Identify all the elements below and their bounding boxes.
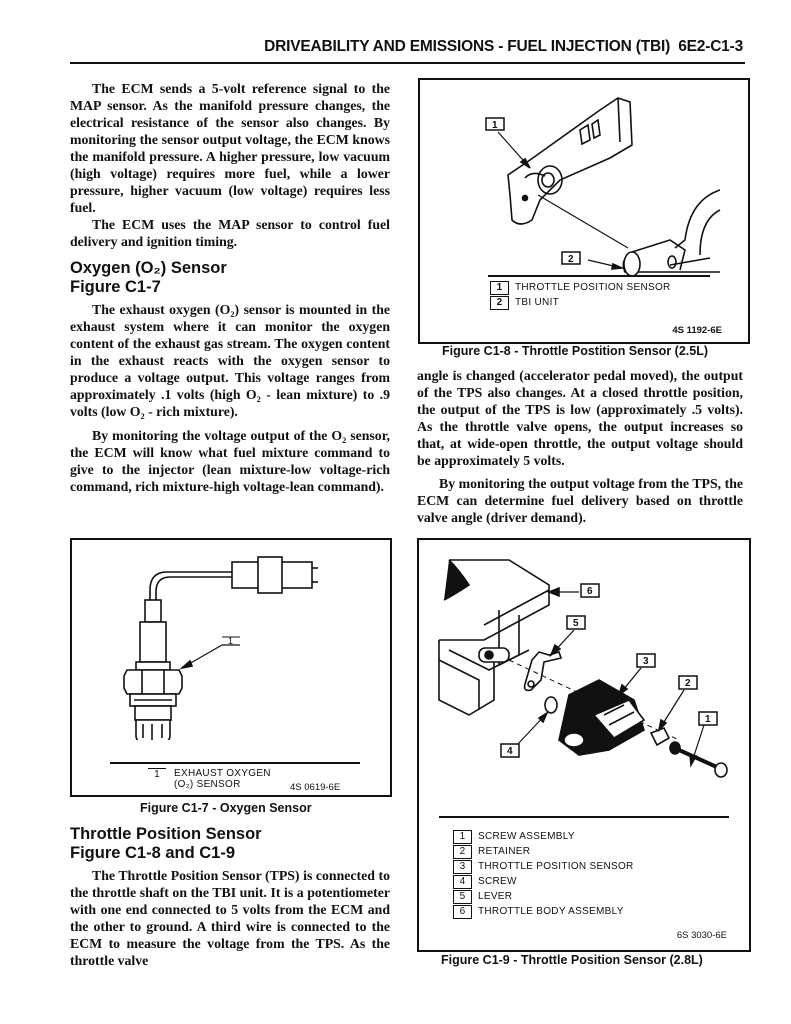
tps-2-8l-illustration (419, 540, 749, 825)
legend-number: 2 (490, 296, 509, 310)
tps-figure-ref: Figure C1-8 and C1-9 (70, 844, 236, 862)
legend-label-line1: EXHAUST OXYGEN (174, 768, 271, 779)
legend-label: THROTTLE POSITION SENSOR (478, 861, 634, 872)
svg-text:2: 2 (685, 678, 691, 689)
figure-code: 6S 3030-6E (676, 930, 727, 941)
callout-3 (637, 654, 655, 667)
figure-c1-7-legend (148, 768, 271, 790)
figure-c1-7-caption: Figure C1-7 - Oxygen Sensor (140, 801, 312, 815)
legend-item-1 (453, 829, 634, 844)
figure-c1-7-box (70, 538, 392, 797)
map-paragraph-2: The ECM uses the MAP sensor to control fuel delivery and ignition timing. (70, 217, 390, 249)
legend-item-6 (453, 904, 634, 919)
svg-text:4: 4 (507, 746, 513, 757)
svg-text:3: 3 (643, 656, 649, 667)
legend-label: RETAINER (478, 846, 531, 857)
figure-c1-8-box (418, 78, 750, 344)
svg-text:1: 1 (705, 714, 711, 725)
svg-text:1: 1 (492, 120, 498, 131)
figure-c1-9-caption: Figure C1-9 - Throttle Position Sensor (2.8L) (441, 953, 703, 967)
tps-paragraph-3: By monitoring the output voltage from the TPS, the ECM can determine fuel delivery based on throttle valve angle (driver demand). (417, 476, 743, 525)
legend-item-4 (453, 874, 634, 889)
legend-label-line2: (O₂) SENSOR (174, 779, 241, 790)
legend-number: 3 (453, 860, 472, 874)
svg-text:5: 5 (573, 618, 579, 629)
legend-label: TBI UNIT (515, 297, 560, 308)
legend-item-2 (490, 295, 671, 310)
header-title-line (264, 38, 743, 56)
tps-paragraph-2: angle is changed (accelerator pedal moved), the output of the TPS also changes. At a closed throttle position, the output of the TPS is low (approximately .5 volts). As the throttle valve opens, the output increases so that, at wide-open throttle, the output voltage should be approximately 5 volts. (417, 368, 743, 468)
figure-code: 4S 0619-6E (290, 782, 341, 793)
legend-number: 1 (490, 281, 509, 295)
figure-c1-8-legend (490, 280, 671, 310)
legend-number: 2 (453, 845, 472, 859)
legend-label: THROTTLE POSITION SENSOR (515, 282, 671, 293)
legend-item-1 (490, 280, 671, 295)
legend-item-2 (453, 844, 634, 859)
legend-number: 1 (148, 768, 166, 790)
callout-1-label: 1 (228, 636, 234, 646)
legend-number: 1 (453, 830, 472, 844)
callout-2 (562, 252, 580, 265)
left-column-bottom (70, 825, 390, 969)
legend-label: THROTTLE BODY ASSEMBLY (478, 906, 624, 917)
tps-paragraph-1: The Throttle Position Sensor (TPS) is connected to the throttle shaft on the TBI unit. It is a potentiometer with one end connected to 5 volts from the ECM and the other to ground. A third wire is connected to the ECM to measure the voltage from the TPS. As the throttle valve (70, 868, 390, 968)
callout-5 (567, 616, 585, 629)
figure-c1-9-legend (453, 829, 634, 919)
callout-6 (581, 584, 599, 597)
figure-c1-8-divider (488, 275, 710, 277)
legend-item-3 (453, 859, 634, 874)
left-column-top (70, 80, 390, 495)
figure-c1-8-caption: Figure C1-8 - Throttle Postition Sensor (2.5L) (442, 344, 708, 358)
oxygen-sensor-figure-ref: Figure C1-7 (70, 278, 161, 296)
callout-1 (699, 712, 717, 725)
legend-label: SCREW (478, 876, 517, 887)
oxygen-paragraph-2: By monitoring the voltage output of the O₂ sensor, the ECM will know what fuel mixture command to give to the injector (lean mixture-low voltage-rich command, rich mixture-high voltage-lean command). (70, 428, 390, 494)
legend-number: 5 (453, 890, 472, 904)
legend-label: SCREW ASSEMBLY (478, 831, 575, 842)
figure-c1-7-divider (110, 762, 360, 764)
figure-code: 4S 1192-6E (672, 325, 722, 336)
map-paragraph-1: The ECM sends a 5-volt reference signal to the MAP sensor. As the manifold pressure changes, the electrical resistance of the sensor also changes. By monitoring the sensor output voltage, the ECM knows the manifold pressure. A higher pressure, low vacuum (high voltage) requires more fuel, while a lower pressure, higher vacuum (low voltage) requires less fuel. (70, 81, 390, 215)
callout-1 (486, 118, 504, 131)
tps-heading: Throttle Position Sensor (70, 825, 262, 843)
legend-number: 6 (453, 905, 472, 919)
oxygen-sensor-heading: Oxygen (O₂) Sensor (70, 259, 227, 277)
figure-c1-9-divider (439, 816, 729, 818)
header-title: DRIVEABILITY AND EMISSIONS - FUEL INJECTION (TBI) (264, 38, 671, 55)
tps-2-5l-illustration (420, 80, 748, 275)
svg-text:6: 6 (587, 586, 593, 597)
legend-label: LEVER (478, 891, 513, 902)
figure-c1-9-box (417, 538, 751, 952)
legend-item-1 (148, 768, 271, 790)
page-header (70, 38, 745, 64)
legend-item-5 (453, 889, 634, 904)
callout-2 (679, 676, 697, 689)
oxygen-sensor-illustration (72, 540, 390, 740)
oxygen-paragraph-1: The exhaust oxygen (O₂) sensor is mounted in the exhaust system where it can monitor the oxygen content of the exhaust gas stream. The oxygen content in the exhaust reacts with the oxygen sensor to produce a voltage output. This voltage ranges from approximately .1 volts (high O₂ - lean mixture) to .9 volts (low O₂ - rich mixture). (70, 302, 390, 419)
svg-text:2: 2 (568, 254, 574, 265)
callout-4 (501, 744, 519, 757)
page-number: 6E2-C1-3 (678, 38, 743, 55)
right-column-text (417, 367, 743, 526)
legend-number: 4 (453, 875, 472, 889)
